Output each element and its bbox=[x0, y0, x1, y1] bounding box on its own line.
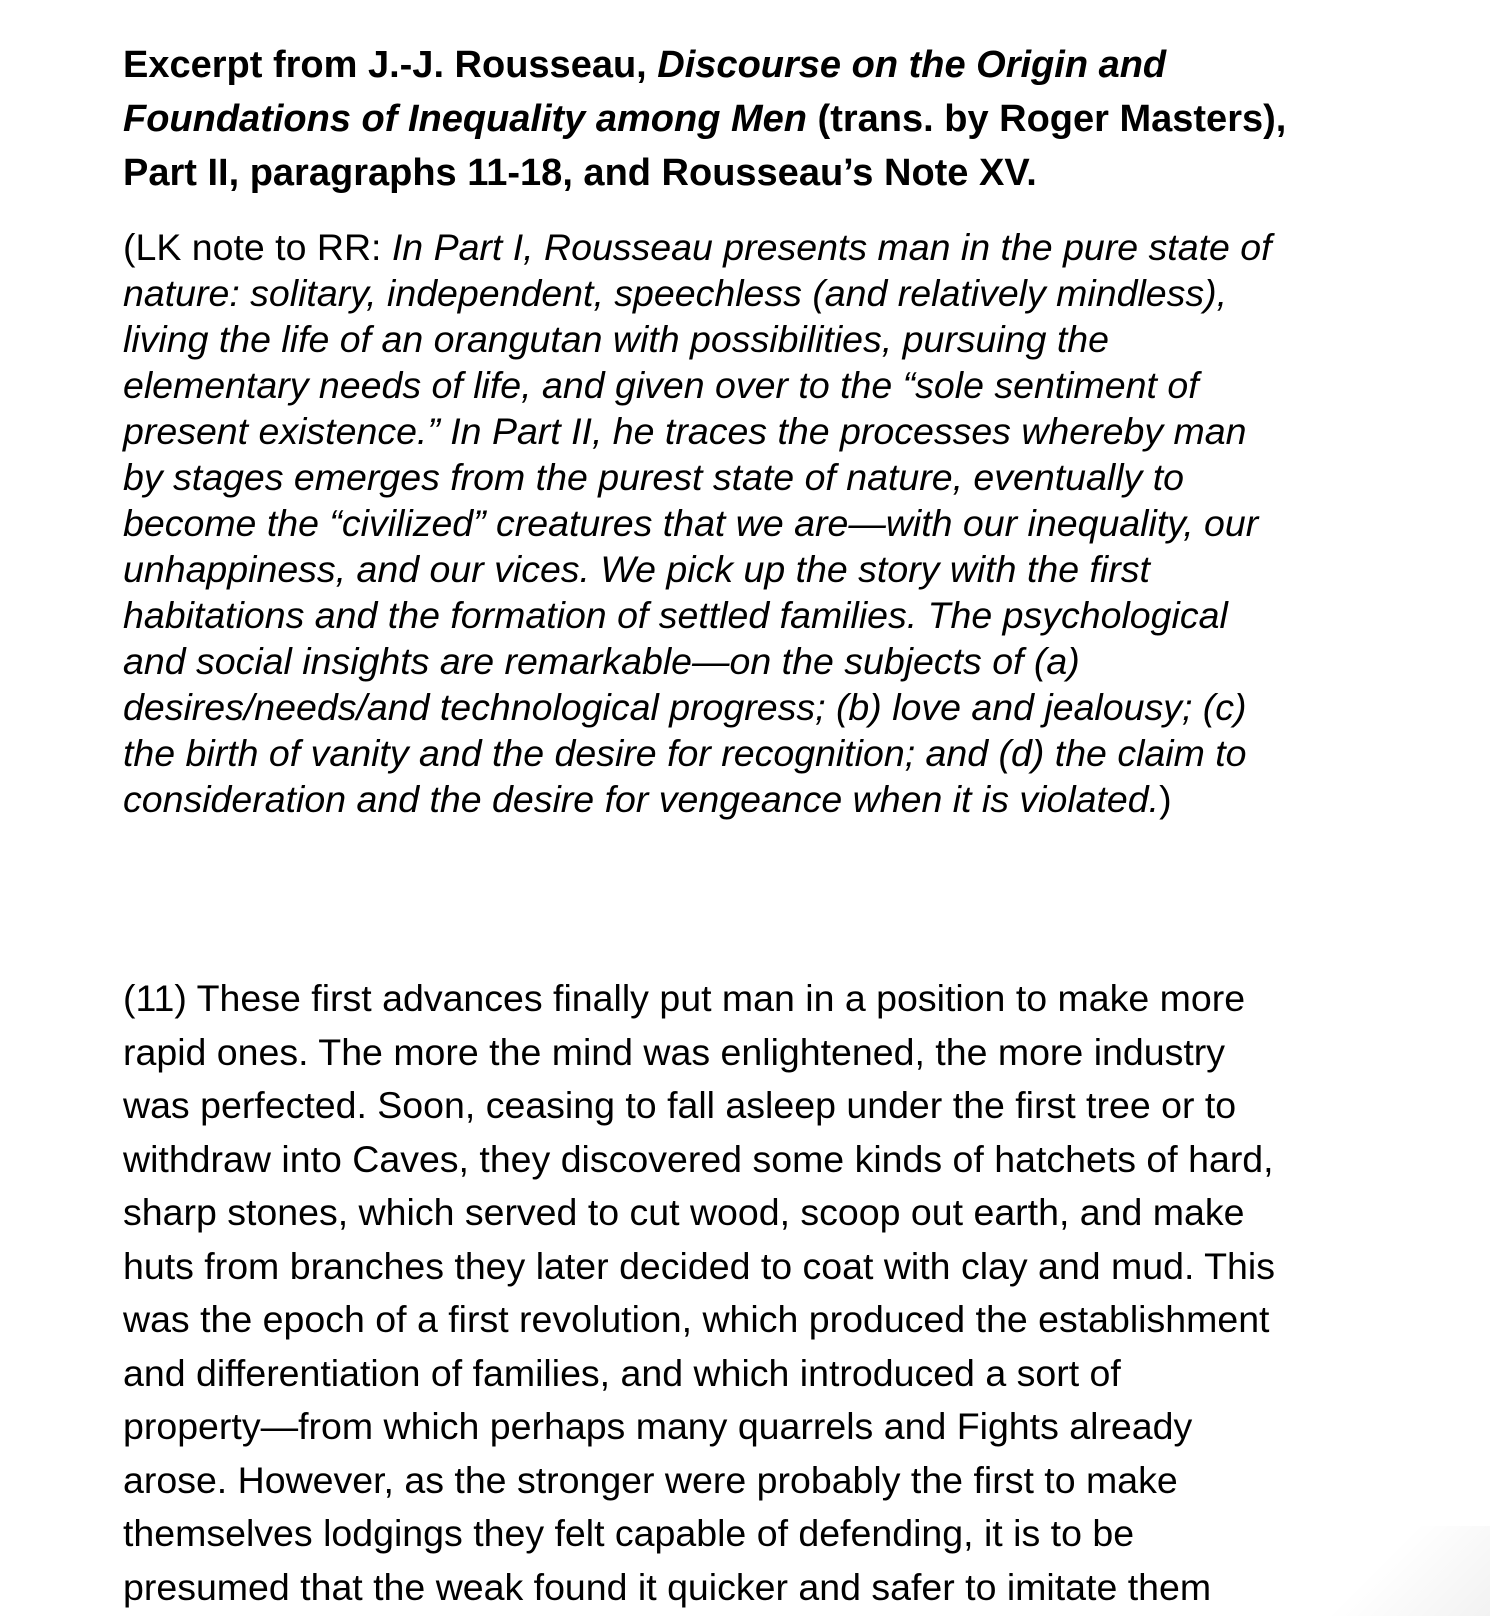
body-line: presumed that the weak found it quicker and safer to imitate them bbox=[123, 1565, 1212, 1608]
paragraph-11 bbox=[123, 972, 1383, 1614]
title-line: Foundations of Inequality among Men (trans. by Roger Masters), bbox=[123, 98, 1287, 140]
body-line: property—from which perhaps many quarrels and Fights already bbox=[123, 1405, 1193, 1447]
title-italic: Discourse on the Origin and bbox=[657, 44, 1167, 86]
note-line: desires/needs/and technological progress; (b) love and jealousy; (c) bbox=[123, 686, 1247, 728]
body-line: sharp stones, which served to cut wood, scoop out earth, and make bbox=[123, 1191, 1245, 1233]
body-line: rapid ones. The more the mind was enlightened, the more industry bbox=[123, 1030, 1226, 1073]
note-line: (LK note to RR: In Part I, Rousseau presents man in the pure state of bbox=[123, 226, 1272, 268]
document-title bbox=[123, 38, 1383, 200]
note-line: become the “civilized” creatures that we are—with our inequality, our bbox=[123, 502, 1259, 544]
note-line: nature: solitary, independent, speechless (and relatively mindless), bbox=[123, 272, 1228, 314]
note-line: unhappiness, and our vices. We pick up the story with the first bbox=[123, 548, 1150, 590]
body-line: huts from branches they later decided to coat with clay and mud. This bbox=[123, 1244, 1275, 1287]
title-line: Part II, paragraphs 11-18, and Rousseau’s Note XV. bbox=[123, 152, 1037, 194]
body-line: and differentiation of families, and which introduced a sort of bbox=[123, 1351, 1121, 1394]
note-line: habitations and the formation of settled families. The psychological bbox=[123, 594, 1228, 636]
body-line: was the epoch of a first revolution, which produced the establishment bbox=[123, 1298, 1270, 1340]
note-line: the birth of vanity and the desire for recognition; and (d) the claim to bbox=[123, 732, 1247, 774]
note-line: elementary needs of life, and given over to the “sole sentiment of bbox=[123, 364, 1199, 406]
editor-note bbox=[123, 224, 1383, 822]
note-line: consideration and the desire for vengeance when it is violated.) bbox=[123, 778, 1172, 820]
body-line: was perfected. Soon, ceasing to fall asleep under the first tree or to bbox=[123, 1084, 1237, 1126]
note-suffix: ) bbox=[1159, 778, 1172, 820]
document-page bbox=[123, 38, 1383, 1614]
title-italic: Foundations of Inequality among Men bbox=[123, 98, 807, 140]
note-line: by stages emerges from the purest state of nature, eventually to bbox=[123, 456, 1184, 498]
body-line: (11) These first advances finally put man in a position to make more bbox=[123, 977, 1246, 1019]
note-line: and social insights are remarkable—on the subjects of (a) bbox=[123, 640, 1080, 682]
note-prefix: (LK note to RR: bbox=[123, 226, 392, 268]
body-line: withdraw into Caves, they discovered some kinds of hatchets of hard, bbox=[123, 1137, 1274, 1180]
note-line: living the life of an orangutan with possibilities, pursuing the bbox=[123, 318, 1110, 360]
body-line: arose. However, as the stronger were probably the first to make bbox=[123, 1458, 1178, 1501]
title-line: Excerpt from J.-J. Rousseau, Discourse on the Origin and bbox=[123, 44, 1167, 86]
note-line: present existence.” In Part II, he traces the processes whereby man bbox=[123, 410, 1247, 452]
body-line: themselves lodgings they felt capable of defending, it is to be bbox=[123, 1512, 1135, 1554]
